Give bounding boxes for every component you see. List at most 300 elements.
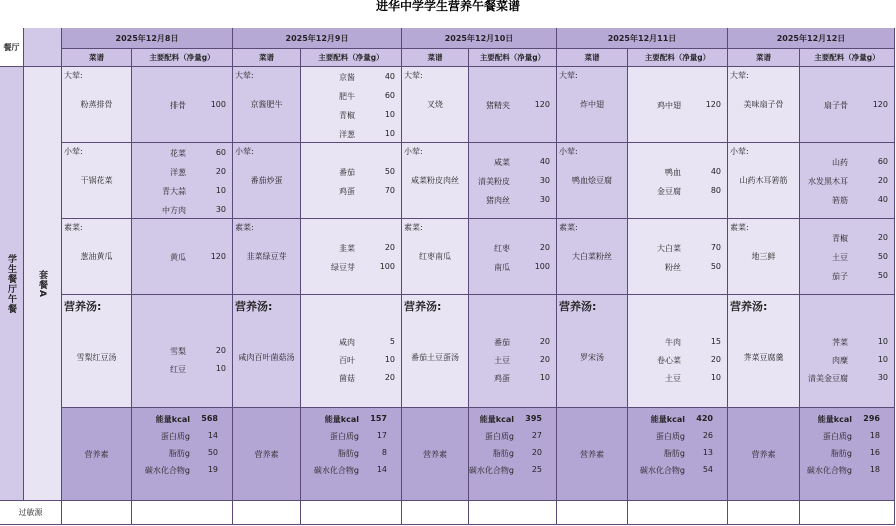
dish-cell[interactable] bbox=[402, 219, 469, 295]
ingredient-cell[interactable] bbox=[301, 219, 402, 295]
nutrition-name: 蛋白质g bbox=[655, 432, 685, 441]
ingredient-name: 箬筋 bbox=[832, 196, 848, 205]
ingredient-cell[interactable] bbox=[628, 143, 728, 219]
dish-category: 素菜: bbox=[730, 223, 749, 232]
dish-category: 营养汤: bbox=[730, 300, 768, 313]
ingredient-row bbox=[301, 72, 401, 84]
ingredient-qty: 120 bbox=[705, 100, 721, 109]
ingredient-qty: 120 bbox=[534, 100, 550, 109]
dish-cell[interactable] bbox=[62, 295, 132, 408]
allergen-dish-cell[interactable] bbox=[233, 501, 301, 525]
ingredient-cell[interactable] bbox=[301, 143, 402, 219]
nutrition-value: 157 bbox=[370, 414, 387, 423]
ingredient-name: 京酱 bbox=[339, 73, 355, 82]
ingredient-qty: 40 bbox=[384, 72, 395, 81]
ingredient-qty: 100 bbox=[210, 100, 226, 109]
ingredient-name: 水发黑木耳 bbox=[808, 177, 848, 186]
dish-name: 鸭血烩豆腐 bbox=[572, 176, 612, 185]
ingredient-name: 鸭血 bbox=[665, 168, 681, 177]
dish-name: 罗宋汤 bbox=[580, 353, 604, 362]
dish-name: 山药木耳箬筋 bbox=[739, 176, 788, 185]
ingredient-qty: 60 bbox=[384, 91, 395, 100]
ingredient-cell[interactable] bbox=[800, 67, 895, 143]
dish-cell[interactable] bbox=[557, 67, 628, 143]
ingredient-qty: 10 bbox=[539, 373, 550, 382]
ingredient-name: 红枣 bbox=[494, 244, 510, 253]
ingredient-row bbox=[800, 233, 894, 245]
ingredient-row bbox=[800, 157, 894, 169]
ingredient-name: 雪梨 bbox=[170, 347, 186, 356]
ingredient-qty: 120 bbox=[210, 252, 226, 261]
ingredient-row bbox=[132, 205, 232, 217]
ingredient-name: 土豆 bbox=[832, 253, 848, 262]
dish-category: 大荤: bbox=[64, 71, 83, 80]
nutrition-value: 18 bbox=[869, 465, 880, 474]
dish-column-header[interactable]: 菜谱 bbox=[402, 49, 469, 67]
ingredient-name: 土豆 bbox=[665, 374, 681, 383]
ingredient-name: 金豆腐 bbox=[657, 187, 681, 196]
nutrition-value: 296 bbox=[863, 414, 880, 423]
ingredient-row bbox=[628, 243, 727, 255]
ingredient-name: 茄子 bbox=[832, 272, 848, 281]
ingredient-qty: 80 bbox=[710, 186, 721, 195]
ingredient-name: 花菜 bbox=[170, 149, 186, 158]
ingredient-name: 青大蒜 bbox=[162, 187, 186, 196]
nutrition-row bbox=[469, 448, 556, 462]
ingredient-row bbox=[301, 262, 401, 274]
nutrition-row bbox=[800, 465, 894, 479]
ingredient-column-header[interactable]: 主要配料（净量g） bbox=[628, 49, 728, 67]
ingredient-row bbox=[628, 100, 727, 112]
dish-category: 小荤: bbox=[235, 147, 254, 156]
ingredient-qty: 40 bbox=[877, 195, 888, 204]
nutrition-row bbox=[301, 448, 401, 462]
ingredient-row bbox=[800, 355, 894, 367]
nutrition-row bbox=[628, 465, 727, 479]
dish-cell[interactable] bbox=[557, 295, 628, 408]
meal-name: 套餐A bbox=[37, 269, 47, 298]
ingredient-row bbox=[301, 91, 401, 103]
nutrition-label: 营养素 bbox=[84, 449, 109, 459]
dish-cell[interactable] bbox=[233, 219, 301, 295]
ingredient-row bbox=[301, 243, 401, 255]
ingredient-name: 粉丝 bbox=[665, 263, 681, 272]
dish-column-header[interactable]: 菜谱 bbox=[62, 49, 132, 67]
nutrition-row bbox=[301, 414, 401, 428]
nutrition-name: 脂肪g bbox=[492, 449, 514, 458]
ingredient-name: 青椒 bbox=[832, 234, 848, 243]
dish-column-header[interactable]: 菜谱 bbox=[557, 49, 628, 67]
ingredient-row bbox=[301, 110, 401, 122]
dish-name: 京酱肥牛 bbox=[250, 100, 283, 109]
dish-name: 咸菜粉皮肉丝 bbox=[411, 176, 459, 185]
ingredient-qty: 20 bbox=[539, 355, 550, 364]
ingredient-row bbox=[469, 355, 556, 367]
nutrition-value: 8 bbox=[381, 448, 387, 457]
ingredient-qty: 15 bbox=[710, 337, 721, 346]
ingredient-cell[interactable] bbox=[469, 295, 557, 408]
dish-category: 营养汤: bbox=[64, 300, 102, 313]
restaurant-label: 餐厅 bbox=[3, 42, 20, 52]
dish-category: 大荤: bbox=[730, 71, 749, 80]
dish-name: 番茄炒蛋 bbox=[250, 176, 283, 185]
ingredient-name: 土豆 bbox=[494, 356, 510, 365]
dish-cell[interactable] bbox=[62, 219, 132, 295]
ingredient-row bbox=[301, 129, 401, 141]
ingredient-column-header[interactable]: 主要配料（净量g） bbox=[301, 49, 402, 67]
nutrition-row bbox=[800, 448, 894, 462]
ingredient-row bbox=[301, 373, 401, 385]
ingredient-cell[interactable] bbox=[301, 295, 402, 408]
dish-cell[interactable] bbox=[233, 67, 301, 143]
dish-name: 雪梨红豆汤 bbox=[76, 353, 117, 362]
ingredient-qty: 20 bbox=[384, 243, 395, 252]
nutrition-values-cell[interactable] bbox=[301, 408, 402, 501]
ingredient-row bbox=[628, 373, 727, 385]
dish-cell[interactable] bbox=[557, 219, 628, 295]
nutrition-row bbox=[469, 465, 556, 479]
ingredient-cell[interactable] bbox=[132, 67, 233, 143]
nutrition-row bbox=[800, 431, 894, 445]
dish-name: 荠菜豆腐羹 bbox=[743, 353, 784, 362]
ingredient-row bbox=[469, 337, 556, 349]
dish-category: 营养汤: bbox=[235, 300, 273, 313]
dish-cell[interactable] bbox=[557, 143, 628, 219]
nutrition-value: 16 bbox=[869, 448, 880, 457]
meal-name-cell[interactable] bbox=[24, 67, 62, 501]
ingredient-row bbox=[800, 271, 894, 283]
ingredient-qty: 30 bbox=[539, 176, 550, 185]
dish-name: 叉烧 bbox=[427, 100, 443, 109]
ingredient-qty: 70 bbox=[710, 243, 721, 252]
ingredient-row bbox=[469, 176, 556, 188]
dish-category: 素菜: bbox=[64, 223, 83, 232]
dish-category: 营养汤: bbox=[559, 300, 597, 313]
nutrition-name: 脂肪g bbox=[830, 449, 852, 458]
restaurant-label-cell[interactable] bbox=[0, 28, 24, 67]
menu-title: 进华中学学生营养午餐菜谱 bbox=[375, 0, 520, 13]
ingredient-name: 肉糜 bbox=[832, 356, 848, 365]
ingredient-cell[interactable] bbox=[628, 219, 728, 295]
nutrition-name: 能量kcal bbox=[324, 415, 359, 424]
ingredient-qty: 20 bbox=[877, 176, 888, 185]
nutrition-row bbox=[469, 431, 556, 445]
dish-category: 大荤: bbox=[559, 71, 578, 80]
nutrition-value: 20 bbox=[531, 448, 542, 457]
ingredient-row bbox=[469, 157, 556, 169]
ingredient-name: 山药 bbox=[832, 158, 848, 167]
nutrition-name: 碳水化合物g bbox=[806, 466, 852, 475]
nutrition-name: 脂肪g bbox=[663, 449, 685, 458]
dish-cell[interactable] bbox=[62, 67, 132, 143]
ingredient-qty: 50 bbox=[877, 271, 888, 280]
nutrition-row bbox=[628, 448, 727, 462]
nutrition-value: 395 bbox=[525, 414, 542, 423]
nutrition-name: 蛋白质g bbox=[329, 432, 359, 441]
ingredient-name: 清美金豆腐 bbox=[808, 374, 848, 383]
ingredient-name: 猪精夹 bbox=[486, 101, 510, 110]
nutrition-name: 能量kcal bbox=[155, 415, 190, 424]
ingredient-row bbox=[800, 252, 894, 264]
ingredient-name: 番茄 bbox=[339, 168, 355, 177]
ingredient-row bbox=[628, 167, 727, 179]
nutrition-row bbox=[800, 414, 894, 428]
allergen-ingredient-cell[interactable] bbox=[800, 501, 895, 525]
dish-category: 小荤: bbox=[404, 147, 423, 156]
ingredient-name: 牛肉 bbox=[665, 338, 681, 347]
dish-name: 韭菜绿豆芽 bbox=[246, 252, 287, 261]
allergen-ingredient-cell[interactable] bbox=[132, 501, 233, 525]
ingredient-row bbox=[132, 252, 232, 264]
ingredient-name: 韭菜 bbox=[339, 244, 355, 253]
ingredient-name: 排骨 bbox=[170, 101, 186, 110]
ingredient-row bbox=[800, 100, 894, 112]
ingredient-qty: 20 bbox=[877, 233, 888, 242]
ingredient-qty: 10 bbox=[710, 373, 721, 382]
ingredient-row bbox=[132, 167, 232, 179]
nutrition-row bbox=[301, 465, 401, 479]
ingredient-name: 荠菜 bbox=[832, 338, 848, 347]
nutrition-values-cell[interactable] bbox=[132, 408, 233, 501]
day-date-header[interactable]: 2025年12月12日 bbox=[728, 28, 895, 49]
dish-name: 大白菜粉丝 bbox=[572, 252, 612, 261]
nutrition-value: 50 bbox=[207, 448, 218, 457]
ingredient-qty: 10 bbox=[384, 129, 395, 138]
ingredient-name: 鸡蛋 bbox=[339, 187, 355, 196]
ingredient-qty: 10 bbox=[215, 186, 226, 195]
restaurant-name-cell[interactable] bbox=[0, 67, 24, 501]
dish-category: 素菜: bbox=[559, 223, 578, 232]
nutrition-row bbox=[132, 414, 232, 428]
dish-name: 葱油黄瓜 bbox=[80, 252, 113, 261]
ingredient-cell[interactable] bbox=[132, 143, 233, 219]
ingredient-qty: 40 bbox=[539, 157, 550, 166]
dish-cell[interactable] bbox=[402, 67, 469, 143]
ingredient-name: 肥牛 bbox=[339, 92, 355, 101]
ingredient-column-header[interactable]: 主要配料（净量g） bbox=[132, 49, 233, 67]
ingredient-name: 南瓜 bbox=[494, 263, 510, 272]
ingredient-name: 清美粉皮 bbox=[478, 177, 510, 186]
ingredient-qty: 30 bbox=[539, 195, 550, 204]
day-date-header[interactable]: 2025年12月9日 bbox=[233, 28, 402, 49]
ingredient-qty: 30 bbox=[877, 373, 888, 382]
nutrition-value: 27 bbox=[531, 431, 542, 440]
nutrition-values-cell[interactable] bbox=[469, 408, 557, 501]
dish-category: 大荤: bbox=[235, 71, 254, 80]
dish-cell[interactable] bbox=[728, 143, 800, 219]
ingredient-cell[interactable] bbox=[132, 295, 233, 408]
nutrition-label-cell[interactable] bbox=[402, 408, 469, 501]
nutrition-row bbox=[132, 448, 232, 462]
allergen-dish-cell[interactable] bbox=[557, 501, 628, 525]
nutrition-name: 蛋白质g bbox=[822, 432, 852, 441]
ingredient-row bbox=[800, 373, 894, 385]
allergen-ingredient-cell[interactable] bbox=[469, 501, 557, 525]
ingredient-column-header[interactable]: 主要配料（净量g） bbox=[469, 49, 557, 67]
nutrition-label: 营养素 bbox=[751, 449, 776, 459]
nutrition-value: 13 bbox=[702, 448, 713, 457]
dish-name: 红枣南瓜 bbox=[419, 252, 451, 261]
ingredient-cell[interactable] bbox=[800, 295, 895, 408]
nutrition-value: 19 bbox=[207, 465, 218, 474]
nutrition-row bbox=[628, 414, 727, 428]
nutrition-value: 420 bbox=[696, 414, 713, 423]
allergen-ingredient-cell[interactable] bbox=[301, 501, 402, 525]
nutrition-value: 26 bbox=[702, 431, 713, 440]
dish-cell[interactable] bbox=[402, 143, 469, 219]
allergen-label-cell[interactable] bbox=[0, 501, 62, 525]
dish-cell[interactable] bbox=[233, 295, 301, 408]
nutrition-name: 能量kcal bbox=[650, 415, 685, 424]
dish-category: 营养汤: bbox=[404, 300, 442, 313]
ingredient-name: 番茄 bbox=[494, 338, 510, 347]
ingredient-qty: 40 bbox=[710, 167, 721, 176]
ingredient-name: 咸肉 bbox=[339, 338, 355, 347]
ingredient-row bbox=[132, 100, 232, 112]
dish-name: 咸肉百叶菌菇汤 bbox=[238, 353, 295, 362]
ingredient-row bbox=[628, 262, 727, 274]
restaurant-name: 学生餐厅午餐 bbox=[6, 253, 16, 314]
nutrition-value: 18 bbox=[869, 431, 880, 440]
nutrition-row bbox=[628, 431, 727, 445]
nutrition-values-cell[interactable] bbox=[628, 408, 728, 501]
ingredient-row bbox=[132, 364, 232, 376]
ingredient-name: 中方肉 bbox=[162, 206, 186, 215]
dish-category: 大荤: bbox=[404, 71, 423, 80]
nutrition-label: 营养素 bbox=[254, 449, 279, 459]
ingredient-cell[interactable] bbox=[628, 67, 728, 143]
nutrition-name: 能量kcal bbox=[479, 415, 514, 424]
day-date-header[interactable]: 2025年12月8日 bbox=[62, 28, 233, 49]
blank-header-cell[interactable] bbox=[24, 28, 62, 67]
ingredient-qty: 10 bbox=[877, 337, 888, 346]
ingredient-qty: 100 bbox=[534, 262, 550, 271]
ingredient-qty: 5 bbox=[389, 337, 395, 346]
ingredient-name: 扇子骨 bbox=[824, 101, 848, 110]
ingredient-cell[interactable] bbox=[301, 67, 402, 143]
ingredient-cell[interactable] bbox=[469, 143, 557, 219]
ingredient-qty: 10 bbox=[215, 364, 226, 373]
ingredient-name: 青椒 bbox=[339, 111, 355, 120]
nutrition-label: 营养素 bbox=[423, 449, 447, 459]
ingredient-name: 大白菜 bbox=[657, 244, 681, 253]
nutrition-row bbox=[132, 431, 232, 445]
dish-cell[interactable] bbox=[728, 219, 800, 295]
ingredient-row bbox=[469, 243, 556, 255]
nutrition-value: 14 bbox=[207, 431, 218, 440]
dish-cell[interactable] bbox=[62, 143, 132, 219]
nutrition-row bbox=[132, 465, 232, 479]
dish-category: 素菜: bbox=[235, 223, 254, 232]
dish-name: 粉蒸排骨 bbox=[80, 100, 113, 109]
ingredient-row bbox=[132, 186, 232, 198]
dish-category: 小荤: bbox=[559, 147, 578, 156]
dish-cell[interactable] bbox=[728, 67, 800, 143]
ingredient-row bbox=[469, 100, 556, 112]
ingredient-row bbox=[301, 355, 401, 367]
dish-column-header[interactable]: 菜谱 bbox=[728, 49, 800, 67]
nutrition-label-cell[interactable] bbox=[62, 408, 132, 501]
ingredient-cell[interactable] bbox=[469, 67, 557, 143]
nutrition-value: 14 bbox=[376, 465, 387, 474]
nutrition-name: 脂肪g bbox=[168, 449, 190, 458]
ingredient-row bbox=[469, 195, 556, 207]
ingredient-row bbox=[628, 337, 727, 349]
nutrition-label-cell[interactable] bbox=[557, 408, 628, 501]
ingredient-qty: 20 bbox=[215, 346, 226, 355]
ingredient-qty: 20 bbox=[539, 243, 550, 252]
ingredient-qty: 50 bbox=[877, 252, 888, 261]
ingredient-row bbox=[469, 373, 556, 385]
ingredient-name: 黄瓜 bbox=[170, 253, 186, 262]
dish-category: 小荤: bbox=[730, 147, 749, 156]
dish-name: 干锅花菜 bbox=[80, 176, 113, 185]
nutrition-values-cell[interactable] bbox=[800, 408, 895, 501]
ingredient-qty: 50 bbox=[384, 167, 395, 176]
ingredient-cell[interactable] bbox=[800, 143, 895, 219]
ingredient-row bbox=[800, 195, 894, 207]
ingredient-name: 绿豆芽 bbox=[331, 263, 355, 272]
nutrition-label-cell[interactable] bbox=[728, 408, 800, 501]
dish-cell[interactable] bbox=[728, 295, 800, 408]
ingredient-qty: 30 bbox=[215, 205, 226, 214]
dish-category: 小荤: bbox=[64, 147, 83, 156]
dish-name: 炸中翅 bbox=[580, 100, 604, 109]
nutrition-name: 能量kcal bbox=[817, 415, 852, 424]
nutrition-name: 碳水化合物g bbox=[313, 466, 359, 475]
ingredient-cell[interactable] bbox=[132, 219, 233, 295]
ingredient-qty: 10 bbox=[384, 110, 395, 119]
dish-cell[interactable] bbox=[233, 143, 301, 219]
ingredient-name: 猪肉丝 bbox=[486, 196, 510, 205]
allergen-ingredient-cell[interactable] bbox=[628, 501, 728, 525]
ingredient-cell[interactable] bbox=[469, 219, 557, 295]
dish-cell[interactable] bbox=[402, 295, 469, 408]
ingredient-row bbox=[301, 186, 401, 198]
dish-category: 素菜: bbox=[404, 223, 423, 232]
dish-column-header[interactable]: 菜谱 bbox=[233, 49, 301, 67]
ingredient-qty: 120 bbox=[872, 100, 888, 109]
ingredient-row bbox=[469, 262, 556, 274]
ingredient-cell[interactable] bbox=[800, 219, 895, 295]
ingredient-name: 咸菜 bbox=[494, 158, 510, 167]
ingredient-name: 菌菇 bbox=[339, 374, 355, 383]
ingredient-qty: 60 bbox=[215, 148, 226, 157]
ingredient-qty: 20 bbox=[710, 355, 721, 364]
allergen-dish-cell[interactable] bbox=[402, 501, 469, 525]
day-date-header[interactable]: 2025年12月11日 bbox=[557, 28, 728, 49]
ingredient-qty: 60 bbox=[877, 157, 888, 166]
ingredient-cell[interactable] bbox=[628, 295, 728, 408]
allergen-dish-cell[interactable] bbox=[62, 501, 132, 525]
ingredient-row bbox=[301, 167, 401, 179]
allergen-dish-cell[interactable] bbox=[728, 501, 800, 525]
nutrition-name: 碳水化合物g bbox=[468, 466, 514, 475]
ingredient-column-header[interactable]: 主要配料（净量g） bbox=[800, 49, 895, 67]
ingredient-qty: 100 bbox=[379, 262, 395, 271]
ingredient-name: 红豆 bbox=[170, 365, 186, 374]
nutrition-label-cell[interactable] bbox=[233, 408, 301, 501]
nutrition-value: 54 bbox=[702, 465, 713, 474]
ingredient-name: 百叶 bbox=[339, 356, 355, 365]
nutrition-label: 营养素 bbox=[580, 449, 604, 459]
dish-name: 地三鲜 bbox=[751, 252, 776, 261]
day-date-header[interactable]: 2025年12月10日 bbox=[402, 28, 557, 49]
ingredient-qty: 20 bbox=[539, 337, 550, 346]
nutrition-name: 蛋白质g bbox=[484, 432, 514, 441]
nutrition-row bbox=[469, 414, 556, 428]
ingredient-row bbox=[628, 186, 727, 198]
